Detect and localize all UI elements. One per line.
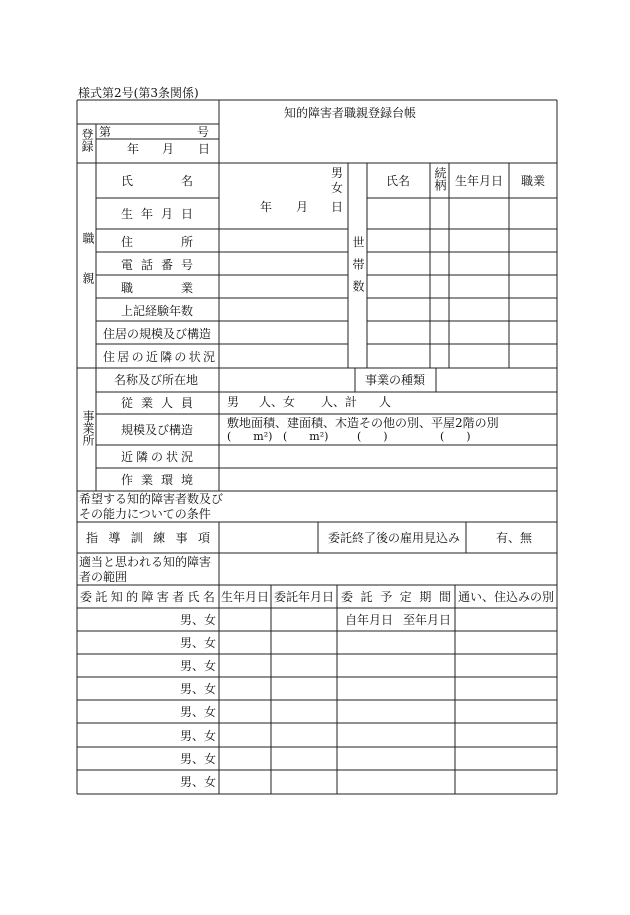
commission-row-sex: 男、女 bbox=[179, 752, 216, 766]
registration-label: 登録 bbox=[80, 128, 94, 152]
commission-row-sex: 男、女 bbox=[179, 775, 216, 789]
desired-line1: 希望する知的障害者数及び bbox=[79, 492, 224, 506]
employees-female: 人、女 bbox=[259, 395, 296, 409]
employment-prospect-value: 有、無 bbox=[496, 531, 533, 545]
commission-row-sex: 男、女 bbox=[179, 682, 216, 696]
business-name-location-label: 名称及び所在地 bbox=[114, 373, 199, 387]
form-caption: 様式第2号(第3条関係) bbox=[78, 86, 199, 100]
employees-label: 従 業 人 員 bbox=[121, 396, 193, 410]
desired-line2: その能力についての条件 bbox=[79, 507, 211, 521]
household-header-birth: 生年月日 bbox=[454, 174, 504, 188]
surroundings-label: 近 隣 の 状 況 bbox=[121, 450, 193, 464]
registration-month: 月 bbox=[162, 142, 175, 156]
commission-row-sex: 男、女 bbox=[179, 636, 216, 650]
row-label-phone: 電 話 番 号 bbox=[121, 258, 193, 272]
business-type-label: 事業の種類 bbox=[365, 373, 426, 387]
household-label: 世帯数 bbox=[351, 236, 365, 302]
birth-month: 月 bbox=[296, 200, 309, 214]
commission-header-date: 委託年月日 bbox=[273, 590, 335, 604]
registration-number-prefix: 第 bbox=[99, 125, 112, 139]
registration-year: 年 bbox=[127, 142, 140, 156]
sex-female: 女 bbox=[331, 181, 344, 195]
scale-site-area: ( m²) bbox=[227, 430, 273, 443]
row-label-housing-structure: 住居の規模及び構造 bbox=[103, 327, 212, 341]
row-label-address: 住 所 bbox=[121, 235, 193, 249]
employees-total: 人、計 bbox=[321, 395, 358, 409]
employees-total-unit: 人 bbox=[379, 395, 392, 409]
suitable-line1: 適当と思われる知的障害 bbox=[79, 555, 212, 569]
row-label-birth: 生 年 月 日 bbox=[121, 207, 193, 221]
household-header-occupation: 職業 bbox=[520, 174, 546, 188]
commission-period-to: 至年月日 bbox=[403, 613, 452, 627]
registration-day: 日 bbox=[198, 142, 211, 156]
row-label-name: 氏 名 bbox=[121, 174, 193, 188]
business-label: 事業所 bbox=[81, 410, 95, 446]
commission-header-living: 通い、住込みの別 bbox=[457, 590, 555, 604]
scale-construction-type: ( ) bbox=[357, 430, 388, 443]
shokuoya-label: 職親 bbox=[81, 232, 95, 312]
commission-header-birth: 生年月日 bbox=[220, 590, 270, 604]
commission-row-sex: 男、女 bbox=[179, 729, 216, 743]
birth-year: 年 bbox=[260, 200, 273, 214]
row-label-neighborhood: 住 居 の 近 隣 の 状 況 bbox=[103, 350, 215, 364]
suitable-line2: 者の範囲 bbox=[79, 570, 128, 584]
registration-number-suffix: 号 bbox=[197, 125, 210, 139]
commission-row-sex: 男、女 bbox=[179, 659, 216, 673]
row-label-occupation: 職 業 bbox=[121, 281, 193, 295]
commission-header-period: 委 託 予 定 期 間 bbox=[341, 590, 451, 604]
scale-structure-line1: 敷地面積、建面積、木造その他の別、平屋2階の別 bbox=[227, 416, 499, 430]
work-environment-label: 作 業 環 境 bbox=[121, 473, 193, 487]
employment-prospect-label: 委託終了後の雇用見込み bbox=[328, 531, 461, 545]
commission-row-sex: 男、女 bbox=[179, 705, 216, 719]
scale-building-area: ( m²) bbox=[283, 430, 329, 443]
employees-male: 男 bbox=[227, 395, 240, 409]
birth-day: 日 bbox=[331, 200, 344, 214]
commission-row-sex: 男、女 bbox=[179, 613, 216, 627]
household-header-name: 氏名 bbox=[385, 174, 411, 188]
scale-floors: ( ) bbox=[440, 430, 471, 443]
commission-header-name: 委 託 知 的 障 害 者 氏 名 bbox=[80, 590, 215, 604]
household-header-relation: 続柄 bbox=[433, 167, 447, 191]
guidance-label: 指 導 訓 練 事 項 bbox=[86, 531, 210, 545]
form-title: 知的障害者職親登録台帳 bbox=[283, 106, 417, 120]
scale-structure-label: 規模及び構造 bbox=[121, 423, 194, 437]
row-label-experience: 上記経験年数 bbox=[121, 304, 194, 318]
commission-period-from: 自年月日 bbox=[345, 613, 394, 627]
sex-male: 男 bbox=[331, 166, 344, 180]
